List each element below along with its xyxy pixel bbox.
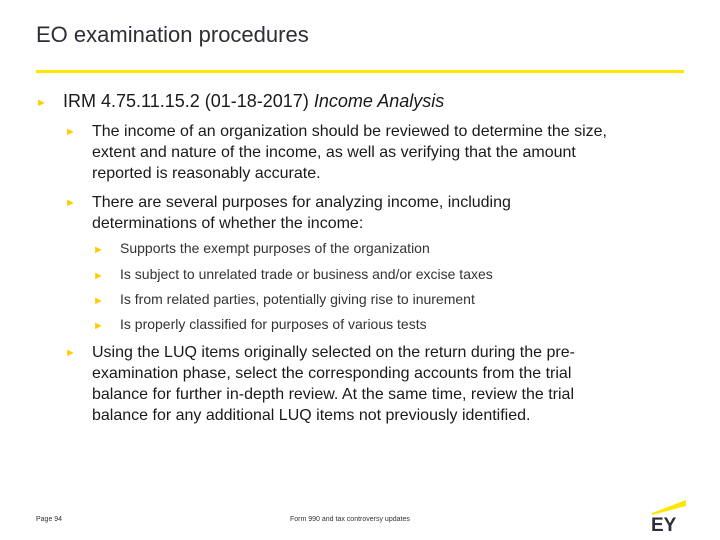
bullet-icon: ► [65, 197, 76, 209]
line: balance for further in-depth review. At the same time, review the trial [92, 386, 575, 403]
level3-item-2: Is subject to unrelated trade or business and/or excise taxes [120, 266, 493, 282]
line: reported is reasonably accurate. [92, 165, 321, 182]
ey-logo [648, 496, 688, 532]
page-number: Page 94 [36, 516, 63, 523]
bullet-icon: ► [65, 126, 76, 138]
bullet-icon: ► [93, 270, 104, 282]
level3-item-1: Supports the exempt purposes of the organization [120, 240, 430, 256]
slide-title: EO examination procedures [36, 22, 309, 47]
bullet-icon: ► [65, 347, 76, 359]
level1-heading [63, 91, 444, 112]
level2-item-2 [92, 192, 682, 234]
line: Using the LUQ items originally selected on the return during the pre- [92, 344, 575, 361]
line: extent and nature of the income, as well as verifying that the amount [92, 144, 576, 161]
title-underline [36, 70, 684, 73]
level1-prefix: IRM 4.75.11.15.2 (01-18-2017) [63, 91, 314, 111]
bullet-icon: ► [36, 97, 47, 109]
level3-item-4: Is properly classified for purposes of various tests [120, 316, 427, 332]
level3-item-3: Is from related parties, potentially giving rise to inurement [120, 291, 475, 307]
line: determinations of whether the income: [92, 215, 364, 232]
level2-item-3 [92, 342, 682, 426]
line: There are several purposes for analyzing income, including [92, 194, 511, 211]
level2-item-1 [92, 121, 682, 184]
logo-text: EY [651, 515, 677, 532]
line: balance for any additional LUQ items not previously identified. [92, 407, 531, 424]
bullet-icon: ► [93, 244, 104, 256]
level1-italic: Income Analysis [313, 91, 445, 111]
bullet-icon: ► [93, 295, 104, 307]
line: examination phase, select the corresponding accounts from the trial [92, 365, 572, 382]
bullet-icon: ► [93, 320, 104, 332]
footer-text: Form 990 and tax controversy updates [290, 516, 410, 523]
line: The income of an organization should be reviewed to determine the size, [92, 123, 607, 140]
